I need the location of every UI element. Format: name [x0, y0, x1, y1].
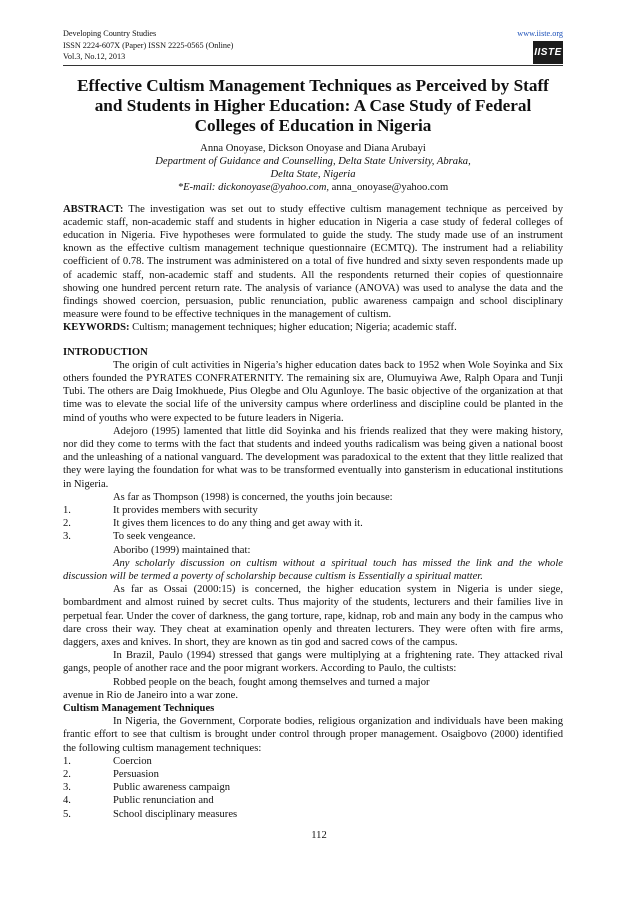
- paragraph-osaigbovo: In Nigeria, the Government, Corporate bodies, religious organization and individuals have been making frantic effort to see that cultism is brought under control through proper management. Osaigbovo (2000) identified the following cultism management techniques:: [63, 716, 563, 754]
- affiliation-line-2: Delta State, Nigeria: [270, 168, 356, 180]
- author-emails: [63, 181, 563, 194]
- journal-issn: ISSN 2224-607X (Paper) ISSN 2225-0565 (Online): [63, 40, 234, 50]
- list-number: 4.: [63, 795, 71, 807]
- list-text: Public awareness campaign: [113, 782, 231, 794]
- list-text: School disciplinary measures: [113, 808, 238, 820]
- paragraph-adejoro: Adejoro (1995) lamented that little did Soyinka and his friends realized that they were making history, nor did they come to terms with the fact that students and indeed youths radicalism was being given a national boost and the unleashing of a national vanguard. The development was paradoxical to the extent that they little realized that they were laying the foundation for what was to be transformed eventually into gansterism in educational institutions in Nigeria.: [63, 425, 563, 490]
- reasons-list: [63, 504, 563, 544]
- list-item: [63, 517, 563, 530]
- paragraph-paulo-quote-2: avenue in Rio de Janeiro into a war zone.: [63, 689, 239, 701]
- iiste-logo: IISTE: [533, 41, 563, 64]
- abstract-label: ABSTRACT:: [63, 203, 124, 215]
- journal-header: [63, 28, 563, 63]
- list-item: [63, 504, 563, 517]
- paragraph-thompson: As far as Thompson (1998) is concerned, the youths join because:: [113, 491, 393, 503]
- list-item: [63, 808, 563, 821]
- paragraph-paulo-quote-1: Robbed people on the beach, fought among themselves and turned a major: [113, 676, 430, 688]
- list-text: Persuasion: [113, 769, 159, 781]
- list-number: 5.: [63, 808, 71, 820]
- email-primary: *E-mail: dickonoyase@yahoo.com,: [177, 181, 330, 193]
- techniques-list: [63, 755, 563, 821]
- list-item: [63, 794, 563, 807]
- list-number: 3.: [63, 531, 71, 543]
- list-text: It provides members with security: [113, 504, 258, 516]
- journal-volume: Vol.3, No.12, 2013: [63, 52, 126, 61]
- list-item: [63, 530, 563, 543]
- page-number: 112: [311, 830, 327, 841]
- author-list: Anna Onoyase, Dickson Onoyase and Diana Arubayi: [200, 142, 426, 154]
- list-number: 3.: [63, 782, 71, 794]
- list-text: Public renunciation and: [113, 795, 214, 807]
- affiliation-line-1: Department of Guidance and Counselling, Delta State University, Abraka,: [155, 155, 471, 167]
- paragraph-paulo: In Brazil, Paulo (1994) stressed that gangs were multiplying at a frightening rate. They attacked rival gangs, people of another race and the poor migrant workers. According to Paulo, the cultists:: [63, 650, 563, 675]
- header-divider: [63, 65, 563, 66]
- introduction-heading: INTRODUCTION: [63, 346, 148, 358]
- list-text: Coercion: [113, 755, 152, 767]
- abstract-text: The investigation was set out to study effective cultism management technique as perceived by academic staff, non-academic staff and students in higher education in Nigeria a case study of federal colleges of education in Nigeria. Five hypotheses were formulated to guide the study. The study made use of an instrument known as the effective cultism management technique questionnaire (ECMTQ). The instrument had a reliability coefficient of 0.78. The instrument was administered on a total of five hundred and sixty seven respondents made up of academic staff, non-academic staff and students. All the respondents returned their copies of questionnaire showing one hundred percent return rate. The analysis of variance (ANOVA) was used to analyse the data and the findings showed coercion, persuasion, public renunciation, public awareness campaign and school disciplinary measure were found to be effective techniques in the management of cultism.: [63, 203, 563, 321]
- paragraph-aboribo: Aboribo (1999) maintained that:: [113, 544, 251, 556]
- journal-url-link[interactable]: www.iiste.org: [517, 29, 563, 38]
- email-secondary: anna_onoyase@yahoo.com: [329, 181, 449, 193]
- journal-name: Developing Country Studies: [63, 29, 157, 38]
- abstract: [63, 203, 563, 322]
- list-item: [63, 755, 563, 768]
- list-text: It gives them licences to do any thing and get away with it.: [113, 518, 363, 530]
- keywords-text: Cultism; management techniques; higher education; Nigeria; academic staff.: [129, 322, 457, 334]
- list-item: [63, 768, 563, 781]
- paragraph-origin: The origin of cult activities in Nigeria’s higher education dates back to 1952 when Wole Soyinka and Six others founded the PYRATES CONFRATERNITY. The remaining six are, Olumuyiwa Awe, Ralph Opara and Tunji Tubi. The others are Daig Imokhuede, Pius Olegbe and Olu Agunloye. The basic objective of the organization at that time was to elevate the social life of the university campus where orderliness and discipline could be planted in the mind of youths who were expected to be future leaders in Nigeria.: [63, 359, 563, 424]
- paragraph-ossai: As far as Ossai (2000:15) is concerned, the higher education system in Nigeria is under siege, bombardment and almost ruined by secret cults. Thus majority of the students, lecturers and their families live in perpetual fear. Under the cover of darkness, the gang torture, rape, kidnap, rob and main any body in the campus who dare cross their way. They cheat at examination openly and threaten lecturers. They were often with fire arms, daggers, axes and knives. In short, they are known as tin god and sacred cows of the campus.: [63, 584, 563, 648]
- list-number: 2.: [63, 769, 71, 781]
- list-text: To seek vengeance.: [113, 531, 196, 543]
- keywords: [63, 321, 563, 334]
- cultism-management-heading: Cultism Management Techniques: [63, 703, 215, 715]
- list-item: [63, 781, 563, 794]
- keywords-label: KEYWORDS:: [63, 322, 130, 334]
- list-number: 1.: [63, 504, 71, 516]
- paper-title: Effective Cultism Management Techniques as Perceived by Staff and Students in Higher Education: A Case Study of Federal Colleges of Education in Nigeria: [77, 75, 549, 135]
- list-number: 1.: [63, 755, 71, 767]
- list-number: 2.: [63, 518, 71, 530]
- aboribo-quote: Any scholarly discussion on cultism without a spiritual touch has missed the link and the whole discussion will be termed a poverty of scholarship because cultism is Essentially a spiritual matter.: [63, 557, 563, 582]
